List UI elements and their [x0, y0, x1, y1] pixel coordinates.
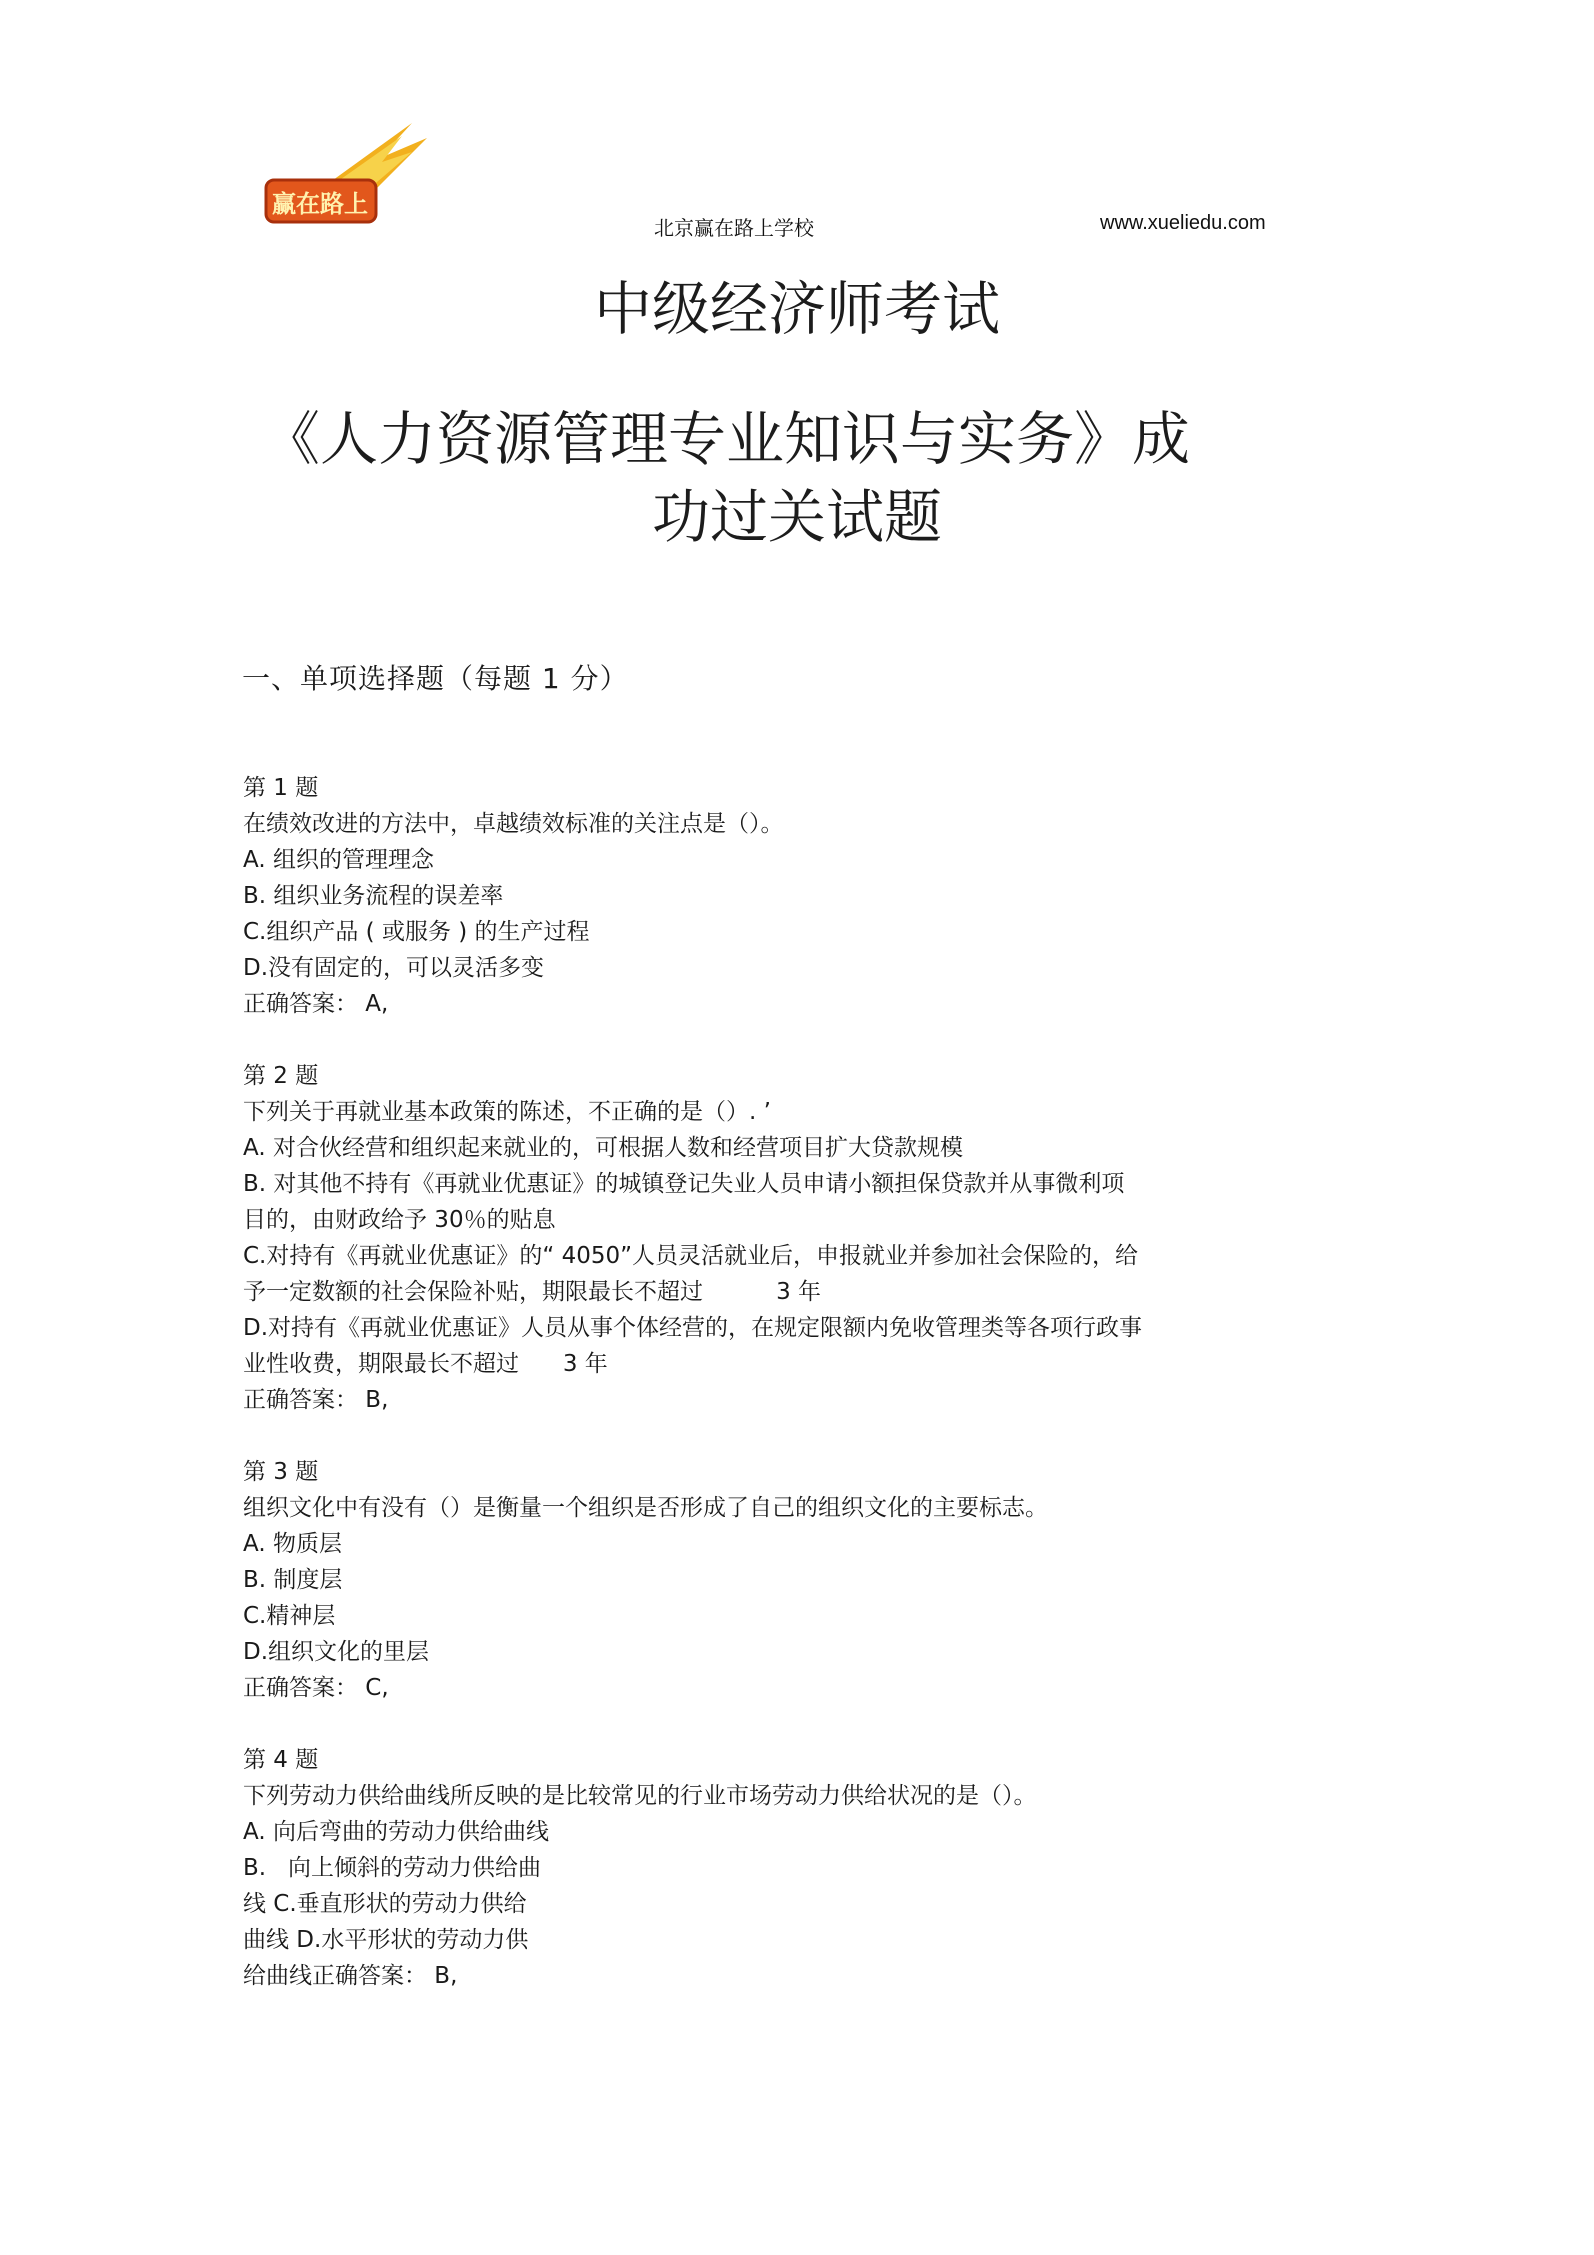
- question-line: C.对持有《再就业优惠证》的“ 4050”人员灵活就业后，申报就业并参加社会保险的，给: [243, 1243, 1139, 1269]
- question-line: 下列劳动力供给曲线所反映的是比较常见的行业市场劳动力供给状况的是（）。: [243, 1783, 1037, 1809]
- question-line: 正确答案： A,: [243, 991, 389, 1017]
- question-line: 正确答案： B,: [243, 1387, 389, 1413]
- question-line: 正确答案： C,: [243, 1675, 389, 1701]
- question-line: 第 1 题: [243, 775, 319, 801]
- question-line: A. 向后弯曲的劳动力供给曲线: [243, 1819, 549, 1845]
- question-line: 在绩效改进的方法中，卓越绩效标准的关注点是（）。: [243, 811, 784, 837]
- question-line: 第 3 题: [243, 1459, 319, 1485]
- question-line: 第 2 题: [243, 1063, 319, 1089]
- title-line-2: 《人力资源管理专业知识与实务》成: [262, 405, 1191, 473]
- svg-text:赢在路上: 赢在路上: [272, 190, 368, 218]
- question-line: 予一定数额的社会保险补贴，期限最长不超过 3 年: [243, 1279, 822, 1305]
- question-line: D.组织文化的里层: [243, 1639, 430, 1665]
- question-line: A. 对合伙经营和组织起来就业的，可根据人数和经营项目扩大贷款规模: [243, 1135, 963, 1161]
- header-school-name: 北京赢在路上学校: [654, 216, 814, 240]
- question-line: 目的，由财政给予 30％的贴息: [243, 1207, 556, 1233]
- question-line: 曲线 D.水平形状的劳动力供: [243, 1927, 529, 1953]
- question-line: C.组织产品 ( 或服务 ) 的生产过程: [243, 919, 590, 945]
- question-line: 组织文化中有没有（）是衡量一个组织是否形成了自己的组织文化的主要标志。: [243, 1495, 1048, 1521]
- question-line: 业性收费，期限最长不超过 3 年: [243, 1351, 608, 1377]
- question-line: B. 组织业务流程的误差率: [243, 883, 504, 909]
- question-line: C.精神层: [243, 1603, 336, 1629]
- question-block: [243, 1454, 1343, 1706]
- title-line-3: 功过关试题: [651, 483, 942, 551]
- question-line: 下列关于再就业基本政策的陈述，不正确的是（）. ’: [243, 1099, 771, 1125]
- question-line: A. 物质层: [243, 1531, 342, 1557]
- question-line: 给曲线正确答案： B,: [243, 1963, 458, 1989]
- question-block: [243, 770, 1343, 1022]
- question-line: B. 制度层: [243, 1567, 343, 1593]
- question-line: 线 C.垂直形状的劳动力供给: [243, 1891, 527, 1917]
- section-heading: 一、单项选择题（每题 1 分）: [242, 662, 629, 695]
- title-line-1: 中级经济师考试: [593, 275, 1000, 343]
- question-list: [243, 770, 1343, 2030]
- question-line: B. 向上倾斜的劳动力供给曲: [243, 1855, 542, 1881]
- question-line: B. 对其他不持有《再就业优惠证》的城镇登记失业人员申请小额担保贷款并从事微利项: [243, 1171, 1125, 1197]
- question-line: D.对持有《再就业优惠证》人员从事个体经营的，在规定限额内免收管理类等各项行政事: [243, 1315, 1143, 1341]
- question-block: [243, 1742, 1343, 1994]
- question-line: A. 组织的管理理念: [243, 847, 434, 873]
- question-line: D.没有固定的，可以灵活多变: [243, 955, 545, 981]
- question-block: [243, 1058, 1343, 1418]
- header-website[interactable]: www.xueliedu.com: [1100, 212, 1266, 234]
- school-logo: [262, 118, 432, 240]
- question-line: 第 4 题: [243, 1747, 319, 1773]
